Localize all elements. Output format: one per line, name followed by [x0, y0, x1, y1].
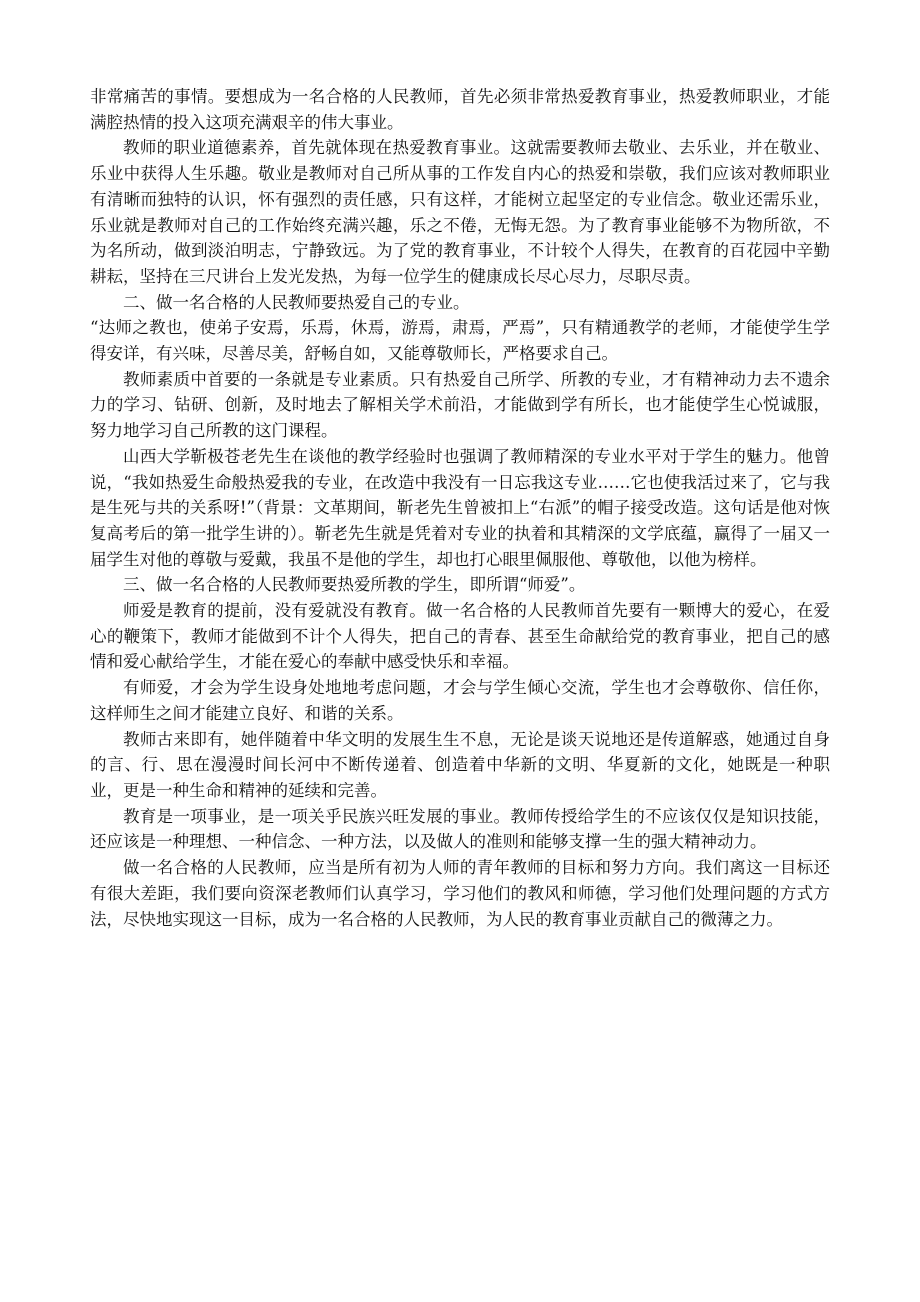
paragraph-quote: “达师之教也，使弟子安焉，乐焉，休焉，游焉，肃焉，严焉”，只有精通教学的老师，才能使学生学得安详，有兴味，尽善尽美，舒畅自如，又能尊敬师长，严格要求自己。 — [90, 318, 830, 364]
paragraph-conclusion: 做一名合格的人民教师，应当是所有初为人师的青年教师的目标和努力方向。我们离这一目标还有很大差距，我们要向资深老教师们认真学习，学习他们的教风和师德，学习他们处理问题的方式方法，尽快地实现这一目标，成为一名合格的人民教师，为人民的教育事业贡献自己的微薄之力。 — [90, 858, 830, 929]
paragraph-professional-ethics: 教师的职业道德素养，首先就体现在热爱教育事业。这就需要教师去敬业、去乐业，并在敬业、乐业中获得人生乐趣。敬业是教师对自己所从事的工作发自内心的热爱和崇敬，我们应该对教师职业有清晰而独特的认识，怀有强烈的责任感，只有这样，才能树立起坚定的专业信念。敬业还需乐业，乐业就是教师对自己的工作始终充满兴趣，乐之不倦，无悔无怨。为了教育事业能够不为物所欲，不为名所动，做到淡泊明志，宁静致远。为了党的教育事业，不计较个人得失，在教育的百花园中辛勤耕耘，坚持在三尺讲台上发光发热，为每一位学生的健康成长尽心尽力，尽职尽责。 — [90, 138, 830, 286]
paragraph-education-cause: 教育是一项事业，是一项关乎民族兴旺发展的事业。教师传授给学生的不应该仅仅是知识技能，还应该是一种理想、一种信念、一种方法，以及做人的准则和能够支撑一生的强大精神动力。 — [90, 806, 830, 852]
section-heading-two: 二、做一名合格的人民教师要热爱自己的专业。 — [123, 292, 470, 312]
section-heading-three: 三、做一名合格的人民教师要热爱所教的学生，即所谓“师爱”。 — [123, 575, 586, 595]
paragraph-professional-quality: 教师素质中首要的一条就是专业素质。只有热爱自己所学、所教的专业，才有精神动力去不遗余力的学习、钻研、创新，及时地去了解相关学术前沿，才能做到学有所长，也才能使学生心悦诚服，努力地学习自己所教的这门课程。 — [90, 369, 830, 441]
paragraph-teacher-love: 师爱是教育的提前，没有爱就没有教育。做一名合格的人民教师首先要有一颗博大的爱心，在爱心的鞭策下，教师才能做到不计个人得失，把自己的青春、甚至生命献给党的教育事业，把自己的感情和爱心献给学生，才能在爱心的奉献中感受快乐和幸福。 — [90, 601, 830, 672]
document-body — [90, 84, 830, 932]
paragraph-jin-jicang: 山西大学靳极苍老先生在谈他的教学经验时也强调了教师精深的专业水平对于学生的魅力。他曾说，“我如热爱生命般热爱我的专业，在改造中我没有一日忘我这专业……它也使我活过来了，它与我是生死与共的关系呀!”（背景：文革期间，靳老先生曾被扣上“右派”的帽子接受改造。这句话是他对恢复高考后的第一批学生讲的）。靳老先生就是凭着对专业的执着和其精深的文学底蕴，赢得了一届又一届学生对他的尊敬与爱戴，我虽不是他的学生，却也打心眼里佩服他、尊敬他，以他为榜样。 — [90, 446, 830, 569]
paragraph-history: 教师古来即有，她伴随着中华文明的发展生生不息，无论是谈天说地还是传道解惑，她通过自身的言、行、思在漫漫时间长河中不断传递着、创造着中华新的文明、华夏新的文化，她既是一种职业，更是一种生命和精神的延续和完善。 — [90, 729, 830, 800]
paragraph-student-trust: 有师爱，才会为学生设身处地地考虑问题，才会与学生倾心交流，学生也才会尊敬你、信任你，这样师生之间才能建立良好、和谐的关系。 — [90, 678, 830, 723]
paragraph-continuation: 非常痛苦的事情。要想成为一名合格的人民教师，首先必须非常热爱教育事业，热爱教师职业，才能满腔热情的投入这项充满艰辛的伟大事业。 — [90, 87, 830, 132]
